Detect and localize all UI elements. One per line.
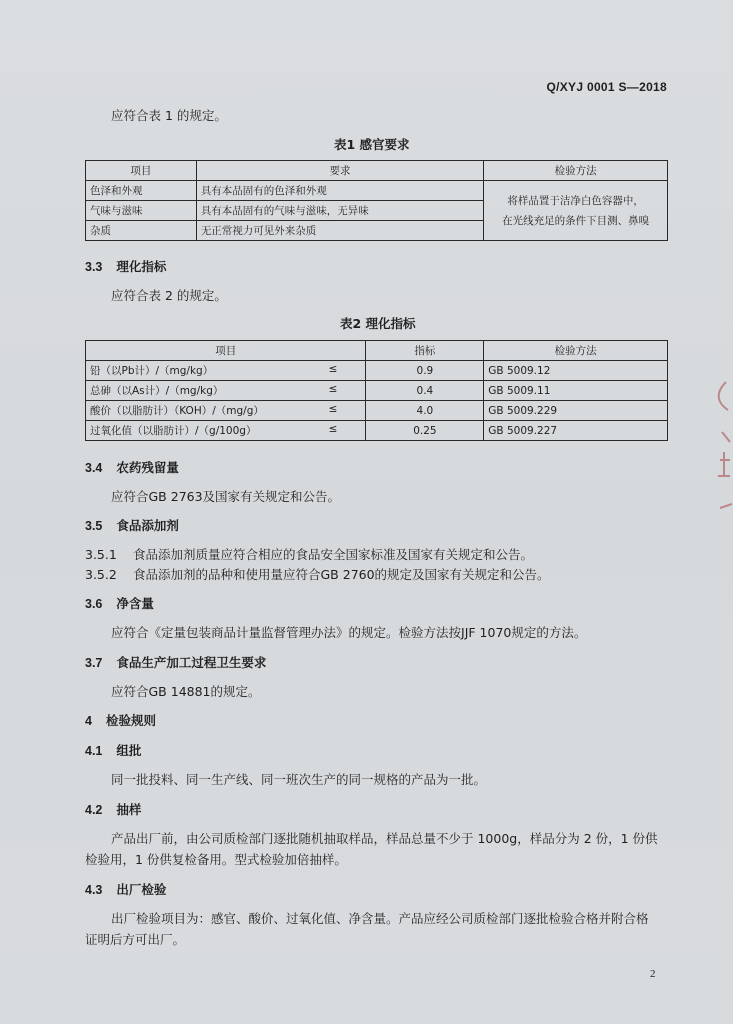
item-cell [86, 421, 366, 441]
section-4-heading [85, 711, 156, 729]
section-3-5-heading [85, 516, 179, 534]
section-4-1-heading [85, 741, 141, 759]
requirement-cell: 具有本品固有的色泽和外观 [196, 181, 483, 201]
table-header-row [86, 341, 668, 361]
value-cell: 4.0 [366, 401, 484, 421]
leq-symbol: ≤ [328, 363, 338, 375]
section-number: 4.2 [85, 803, 103, 817]
section-3-4-text: 应符合GB 2763及国家有关规定和公告。 [111, 489, 341, 504]
document-code: Q/XYJ 0001 S—2018 [546, 80, 667, 94]
section-number: 3.7 [85, 656, 103, 670]
table-header-cell: 要求 [196, 161, 483, 181]
method-cell: GB 5009.12 [484, 361, 668, 381]
leq-symbol: ≤ [328, 403, 338, 415]
method-cell: GB 5009.11 [484, 381, 668, 401]
page-number: 2 [650, 968, 656, 980]
table-row [86, 181, 668, 201]
leq-symbol: ≤ [328, 383, 338, 395]
table-row [86, 401, 668, 421]
section-4-2-line1: 产品出厂前，由公司质检部门逐批随机抽取样品，样品总量不少于 1000g，样品分为 2 份，1 份供 [111, 831, 658, 846]
subsection-number: 3.5.1 [85, 547, 117, 562]
item-cell: 杂质 [86, 221, 197, 241]
subsection-text: 食品添加剂的品种和使用量应符合GB 2760的规定及国家有关规定和公告。 [133, 567, 550, 582]
physicochemical-table [85, 340, 668, 441]
table-header-cell: 指标 [366, 341, 484, 361]
method-cell [484, 181, 668, 241]
section-3-6-text: 应符合《定量包装商品计量监督管理办法》的规定。检验方法按JJF 1070规定的方法。 [111, 625, 587, 640]
section-3-3-text: 应符合表 2 的规定。 [111, 288, 227, 303]
section-number: 3.6 [85, 597, 103, 611]
item-cell [86, 381, 366, 401]
section-number: 4 [85, 714, 92, 728]
requirement-cell: 无正常视力可见外来杂质 [196, 221, 483, 241]
method-cell: GB 5009.229 [484, 401, 668, 421]
section-title: 净含量 [116, 596, 154, 611]
table-row [86, 381, 668, 401]
section-3-4-heading [85, 458, 179, 476]
section-number: 3.5 [85, 519, 103, 533]
section-4-1-text: 同一批投料、同一生产线、同一班次生产的同一规格的产品为一批。 [111, 772, 487, 787]
section-title: 抽样 [116, 802, 142, 817]
section-title: 出厂检验 [116, 882, 167, 897]
value-cell: 0.9 [366, 361, 484, 381]
item-cell [86, 401, 366, 421]
item-cell: 色泽和外观 [86, 181, 197, 201]
method-line: 在光线充足的条件下目测、鼻嗅 [502, 214, 650, 227]
section-number: 4.1 [85, 744, 103, 758]
section-title: 农药残留量 [116, 460, 179, 475]
section-4-2-heading [85, 800, 141, 818]
requirement-cell: 具有本品固有的气味与滋味，无异味 [196, 201, 483, 221]
method-cell: GB 5009.227 [484, 421, 668, 441]
section-title: 检验规则 [105, 713, 156, 728]
section-3-3-heading [85, 257, 166, 275]
section-number: 3.3 [85, 260, 103, 274]
section-number: 4.3 [85, 883, 103, 897]
section-title: 食品添加剂 [116, 518, 179, 533]
table-row [86, 421, 668, 441]
section-4-3-line1: 出厂检验项目为：感官、酸价、过氧化值、净含量。产品应经公司质检部门逐批检验合格并附合格 [111, 911, 649, 926]
sensory-table [85, 160, 668, 241]
item-cell [86, 361, 366, 381]
subsection-number: 3.5.2 [85, 567, 117, 582]
table-header-cell: 项目 [86, 341, 366, 361]
section-title: 食品生产加工过程卫生要求 [116, 655, 267, 670]
table-header-row [86, 161, 668, 181]
table1-caption: 表1 感官要求 [334, 137, 410, 152]
item-cell: 气味与滋味 [86, 201, 197, 221]
section-number: 3.4 [85, 461, 103, 475]
table-header-cell: 检验方法 [484, 341, 668, 361]
item-text: 总砷（以As计）/（mg/kg） [90, 385, 224, 397]
section-3-6-heading [85, 594, 154, 612]
table-row [86, 361, 668, 381]
table-header-cell: 检验方法 [484, 161, 668, 181]
item-text: 酸价（以脂肪计）（KOH）/（mg/g） [90, 405, 264, 417]
section-4-3-heading [85, 880, 166, 898]
item-text: 铅（以Pb计）/（mg/kg） [90, 365, 214, 377]
stamp-fragment-icon [710, 380, 732, 520]
value-cell: 0.25 [366, 421, 484, 441]
section-3-5-2 [85, 565, 550, 583]
leq-symbol: ≤ [328, 423, 338, 435]
section-4-3-line2: 证明后方可出厂。 [85, 932, 186, 947]
section-title: 理化指标 [116, 259, 167, 274]
section-3-5-1 [85, 545, 533, 563]
table2-caption: 表2 理化指标 [340, 316, 416, 331]
intro-line: 应符合表 1 的规定。 [111, 108, 227, 123]
item-text: 过氧化值（以脂肪计）/（g/100g） [90, 425, 257, 437]
value-cell: 0.4 [366, 381, 484, 401]
section-3-7-text: 应符合GB 14881的规定。 [111, 684, 261, 699]
section-3-7-heading [85, 653, 266, 671]
section-4-2-line2: 检验用，1 份供复检备用。型式检验加倍抽样。 [85, 852, 347, 867]
section-title: 组批 [116, 743, 142, 758]
table-header-cell: 项目 [86, 161, 197, 181]
stamp-fragment [710, 380, 732, 526]
subsection-text: 食品添加剂质量应符合相应的食品安全国家标准及国家有关规定和公告。 [133, 547, 534, 562]
method-line: 将样品置于洁净白色容器中， [507, 194, 644, 207]
